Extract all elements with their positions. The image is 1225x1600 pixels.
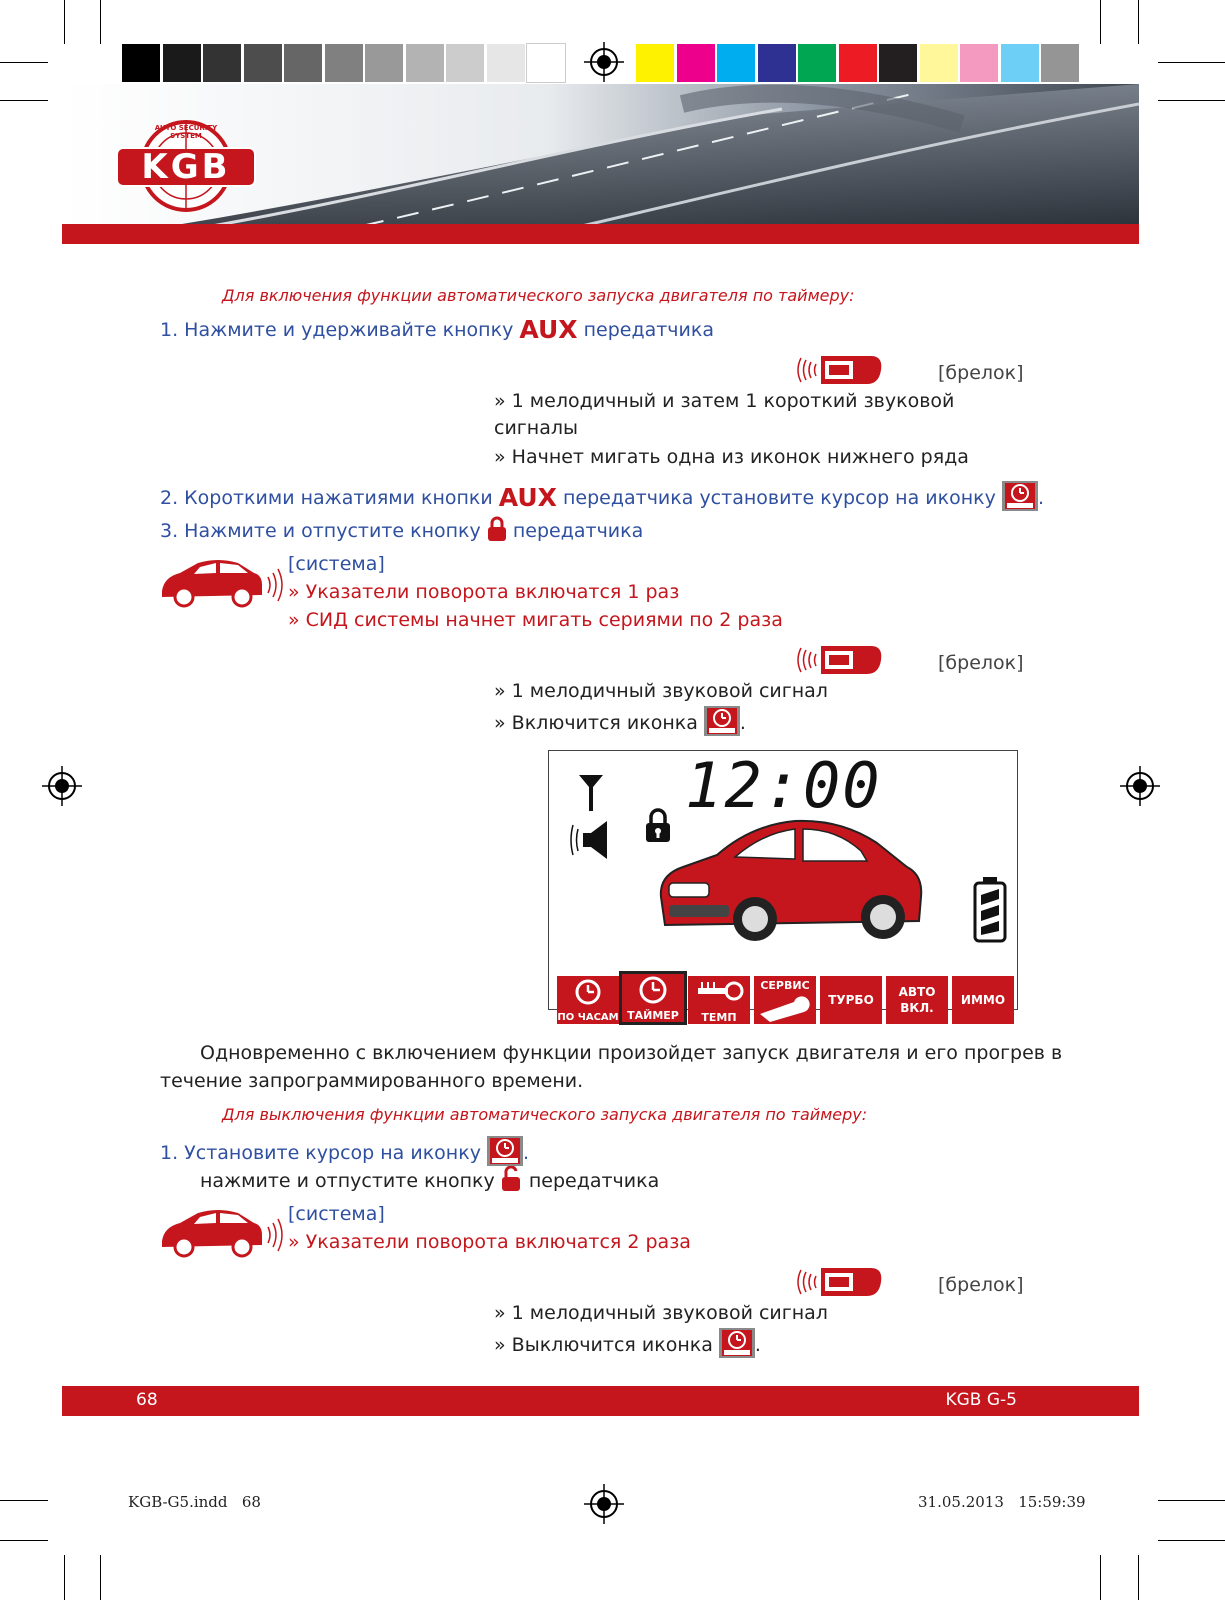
- registration-mark-bottom-icon: [584, 1484, 624, 1524]
- lcd-icon-service-label: СЕРВИС: [760, 979, 810, 992]
- on-step-2-prefix: 2. Короткими нажатиями кнопки: [160, 487, 493, 509]
- fob2-line2: [494, 706, 746, 736]
- siren-speaker-icon: [569, 815, 613, 865]
- lcd-icon-auto-on: [886, 976, 948, 1024]
- color-swatch: [122, 44, 160, 82]
- system1-line1: » Указатели поворота включатся 1 раз: [288, 581, 680, 603]
- timer-icon: [719, 1328, 755, 1358]
- color-swatch: [163, 44, 201, 82]
- fob1-line1: » 1 мелодичный и затем 1 короткий звуковой: [494, 390, 955, 412]
- fob3-line2: [494, 1328, 761, 1358]
- key-fob-signal-icon: [795, 1262, 885, 1302]
- lcd-icon-immo-label: ИММО: [960, 993, 1006, 1007]
- paragraph-line-1: Одновременно с включением функции произойдет запуск двигателя и его прогрев в: [200, 1042, 1063, 1064]
- color-swatch: [758, 44, 796, 82]
- fob3-line1: » 1 мелодичный звуковой сигнал: [494, 1302, 828, 1324]
- lcd-screen: [548, 750, 1018, 1010]
- fob2-line2-text: » Включится иконка: [494, 712, 698, 734]
- fob3-line2-text: » Выключится иконка: [494, 1334, 713, 1356]
- color-swatch: [920, 44, 958, 82]
- color-swatch: [527, 44, 565, 82]
- color-swatch: [244, 44, 282, 82]
- car-illustration: [655, 813, 925, 943]
- system-label-1: [система]: [288, 553, 385, 575]
- lcd-icon-service: [754, 976, 816, 1024]
- car-system-indicator-1: [158, 555, 288, 615]
- on-step-3: [160, 516, 643, 543]
- section-off-heading: Для выключения функции автоматического запуска двигателя по таймеру:: [222, 1105, 868, 1124]
- color-swatch: [1041, 44, 1079, 82]
- lcd-icon-temp: [688, 976, 750, 1024]
- lcd-icon-timer-label: ТАЙМЕР: [627, 1009, 679, 1022]
- color-swatch: [839, 44, 877, 82]
- section-on-heading: Для включения функции автоматического запуска двигателя по таймеру:: [222, 286, 855, 305]
- wrench-icon: [754, 994, 816, 1022]
- key-fob-signal-icon: [795, 350, 885, 390]
- fob-label-3: [брелок]: [938, 1274, 1024, 1296]
- key-fob-signal-icon: [795, 640, 885, 680]
- off-step-1-end: .: [523, 1142, 530, 1164]
- fob-indicator-3: [795, 1262, 885, 1306]
- car-signal-icon: [158, 1205, 288, 1261]
- fob3-end: .: [754, 1334, 761, 1356]
- lcd-icon-immo: [952, 976, 1014, 1024]
- fob-indicator-1: [795, 350, 885, 394]
- registration-mark-top-icon: [584, 42, 624, 82]
- off-step-1: [160, 1136, 529, 1166]
- lcd-icon-temp-label: ТЕМП: [701, 1011, 737, 1024]
- slug-file: KGB-G5.indd 68: [128, 1493, 261, 1511]
- battery-icon: [973, 877, 1007, 943]
- color-swatch: [1001, 44, 1039, 82]
- color-swatch: [636, 44, 674, 82]
- lcd-icon-po-chasam-label: ПО ЧАСАМ: [557, 1012, 619, 1023]
- timer-icon: [704, 706, 740, 736]
- on-step-1-prefix: 1. Нажмите и удерживайте кнопку: [160, 319, 514, 341]
- car-system-indicator-2: [158, 1205, 288, 1265]
- lcd-icon-po-chasam: [557, 976, 619, 1024]
- aux-button-label: AUX: [519, 315, 578, 344]
- registration-mark-right-icon: [1120, 766, 1160, 806]
- off-step-1-line2: [200, 1166, 659, 1193]
- color-swatch: [203, 44, 241, 82]
- on-step-2: [160, 481, 1044, 511]
- color-swatch: [325, 44, 363, 82]
- color-swatch: [879, 44, 917, 82]
- color-swatch: [798, 44, 836, 82]
- lock-closed-icon: [487, 516, 507, 542]
- aux-button-label: AUX: [498, 483, 557, 512]
- fob-label-1: [брелок]: [938, 362, 1024, 384]
- on-step-1: [160, 315, 714, 344]
- lcd-icon-timer: [622, 974, 684, 1022]
- lcd-icon-turbo: [820, 976, 882, 1024]
- color-swatch: [960, 44, 998, 82]
- color-swatch: [284, 44, 322, 82]
- on-step-1-suffix: передатчика: [583, 319, 714, 341]
- on-step-2-suffix: передатчика установите курсор на иконку: [563, 487, 996, 509]
- color-swatch: [365, 44, 403, 82]
- system2-line1: » Указатели поворота включатся 2 раза: [288, 1231, 691, 1253]
- off-step-1-text: 1. Установите курсор на иконку: [160, 1142, 481, 1164]
- off-step-1-line2-prefix: нажмите и отпустите кнопку: [200, 1170, 495, 1192]
- registration-mark-left-icon: [42, 766, 82, 806]
- timer-icon: [487, 1136, 523, 1166]
- fob1-line3: » Начнет мигать одна из иконок нижнего ряда: [494, 446, 969, 468]
- color-swatch: [677, 44, 715, 82]
- footer-bar: [62, 1386, 1139, 1416]
- kgb-logo-ring-text: AUTO SECURITY SYSTEM: [154, 124, 218, 140]
- on-step-3-prefix: 3. Нажмите и отпустите кнопку: [160, 520, 481, 542]
- lock-open-icon: [501, 1166, 523, 1192]
- color-swatch: [406, 44, 444, 82]
- fob1-line2: сигналы: [494, 417, 578, 439]
- kgb-logo: [113, 120, 259, 212]
- system-label-2: [система]: [288, 1203, 385, 1225]
- paragraph-line-2: течение запрограммированного времени.: [160, 1070, 584, 1092]
- fob-indicator-2: [795, 640, 885, 684]
- color-swatch: [446, 44, 484, 82]
- on-step-3-suffix: передатчика: [512, 520, 644, 542]
- system1-line2: » СИД системы начнет мигать сериями по 2 раза: [288, 609, 783, 631]
- footer-model: KGB G-5: [945, 1390, 1017, 1410]
- lcd-icon-turbo-label: ТУРБО: [828, 993, 874, 1007]
- fob2-line1: » 1 мелодичный звуковой сигнал: [494, 680, 828, 702]
- color-swatch: [717, 44, 755, 82]
- fob-label-2: [брелок]: [938, 652, 1024, 674]
- fob2-end: .: [739, 712, 746, 734]
- lcd-icon-auto-on-label: АВТО ВКЛ.: [898, 985, 936, 1015]
- slug-datetime: 31.05.2013 15:59:39: [918, 1493, 1086, 1511]
- lcd-time: 12:00: [685, 749, 882, 822]
- on-step-2-end: .: [1037, 487, 1044, 509]
- antenna-icon: [579, 775, 603, 811]
- page-number: 68: [136, 1390, 158, 1410]
- off-step-1-line2-suffix: передатчика: [528, 1170, 660, 1192]
- timer-icon: [1002, 481, 1038, 511]
- car-signal-icon: [158, 555, 288, 611]
- color-swatch: [487, 44, 525, 82]
- kgb-logo-text: KGB: [141, 147, 231, 187]
